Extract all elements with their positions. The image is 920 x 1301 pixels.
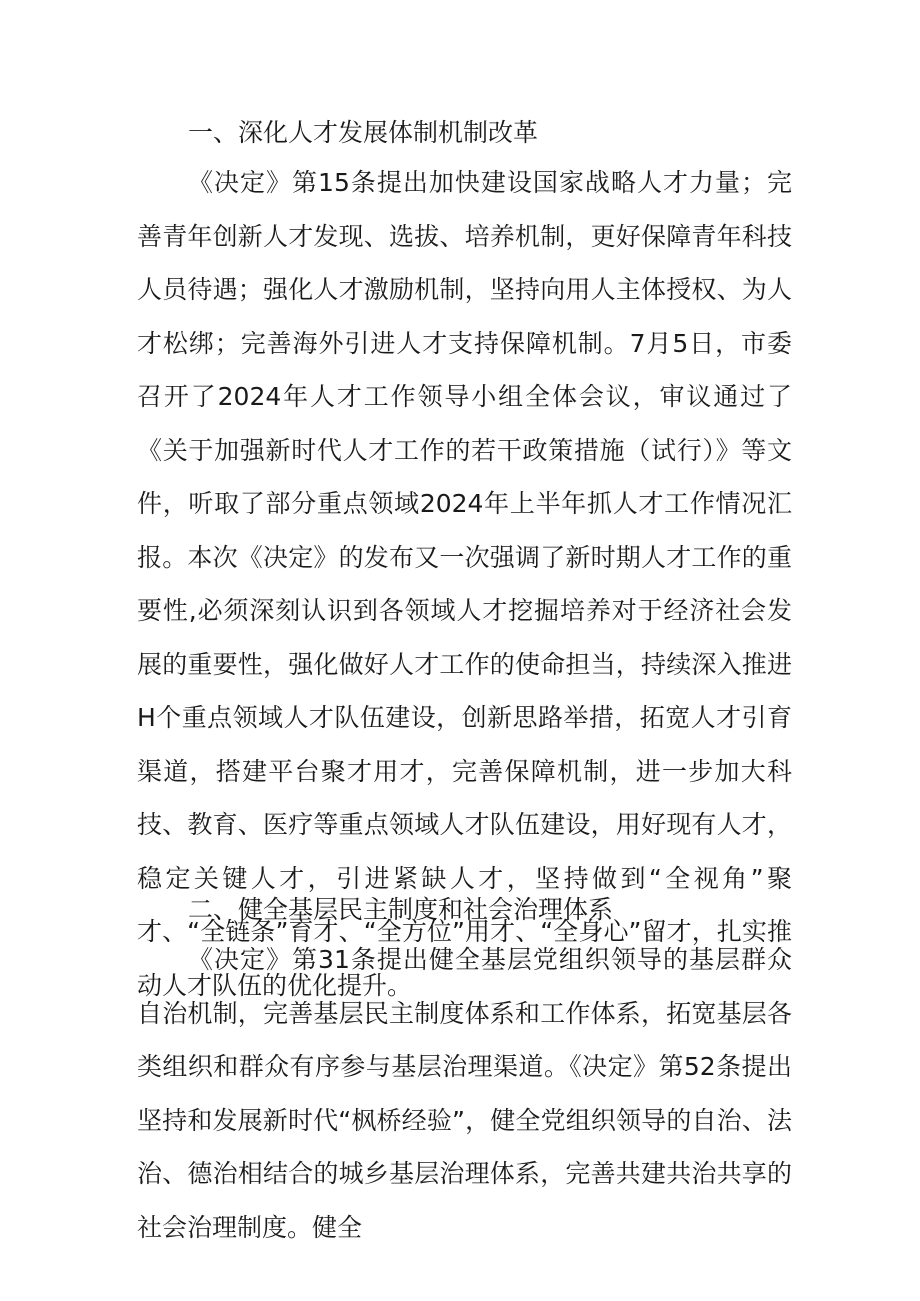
section-1-heading: 一、深化人才发展体制机制改革	[188, 118, 539, 147]
section-1-paragraph: 《决定》第15条提出加快建设国家战略人才力量；完善青年创新人才发现、选拔、培养机制，更好保障青年科技人员待遇；强化人才激励机制，坚持向用人主体授权、为人才松绑；完善海外引进人才支持保障机制。7月5日，市委召开了2024年人才工作领导小组全体会议，审议通过了《关于加强新时代人才工作的若干政策措施（试行）》等文件，听取了部分重点领域2024年上半年抓人才工作情况汇报。本次《决定》的发布又一次强调了新时期人才工作的重要性,必须深刻认识到各领域人才挖掘培养对于经济社会发展的重要性，强化做好人才工作的使命担当，持续深入推进H个重点领域人才队伍建设，创新思路举措，拓宽人才引育渠道，搭建平台聚才用才，完善保障机制，进一步加大科技、教育、医疗等重点领域人才队伍建设，用好现有人才，稳定关键人才，引进紧缺人才，坚持做到“全视角”聚才、“全链条”育才、“全方位”用才、“全身心”留才，扎实推动人才队伍的优化提升。	[137, 168, 792, 1000]
section-2-heading: 二、健全基层民主制度和社会治理体系	[188, 895, 614, 924]
section-2-paragraph: 《决定》第31条提出健全基层党组织领导的基层群众自治机制，完善基层民主制度体系和工作体系，拓宽基层各类组织和群众有序参与基层治理渠道。《决定》第52条提出坚持和发展新时代“枫桥经验”，健全党组织领导的自治、法治、德治相结合的城乡基层治理体系，完善共建共治共享的社会治理制度。健全	[137, 945, 792, 1242]
